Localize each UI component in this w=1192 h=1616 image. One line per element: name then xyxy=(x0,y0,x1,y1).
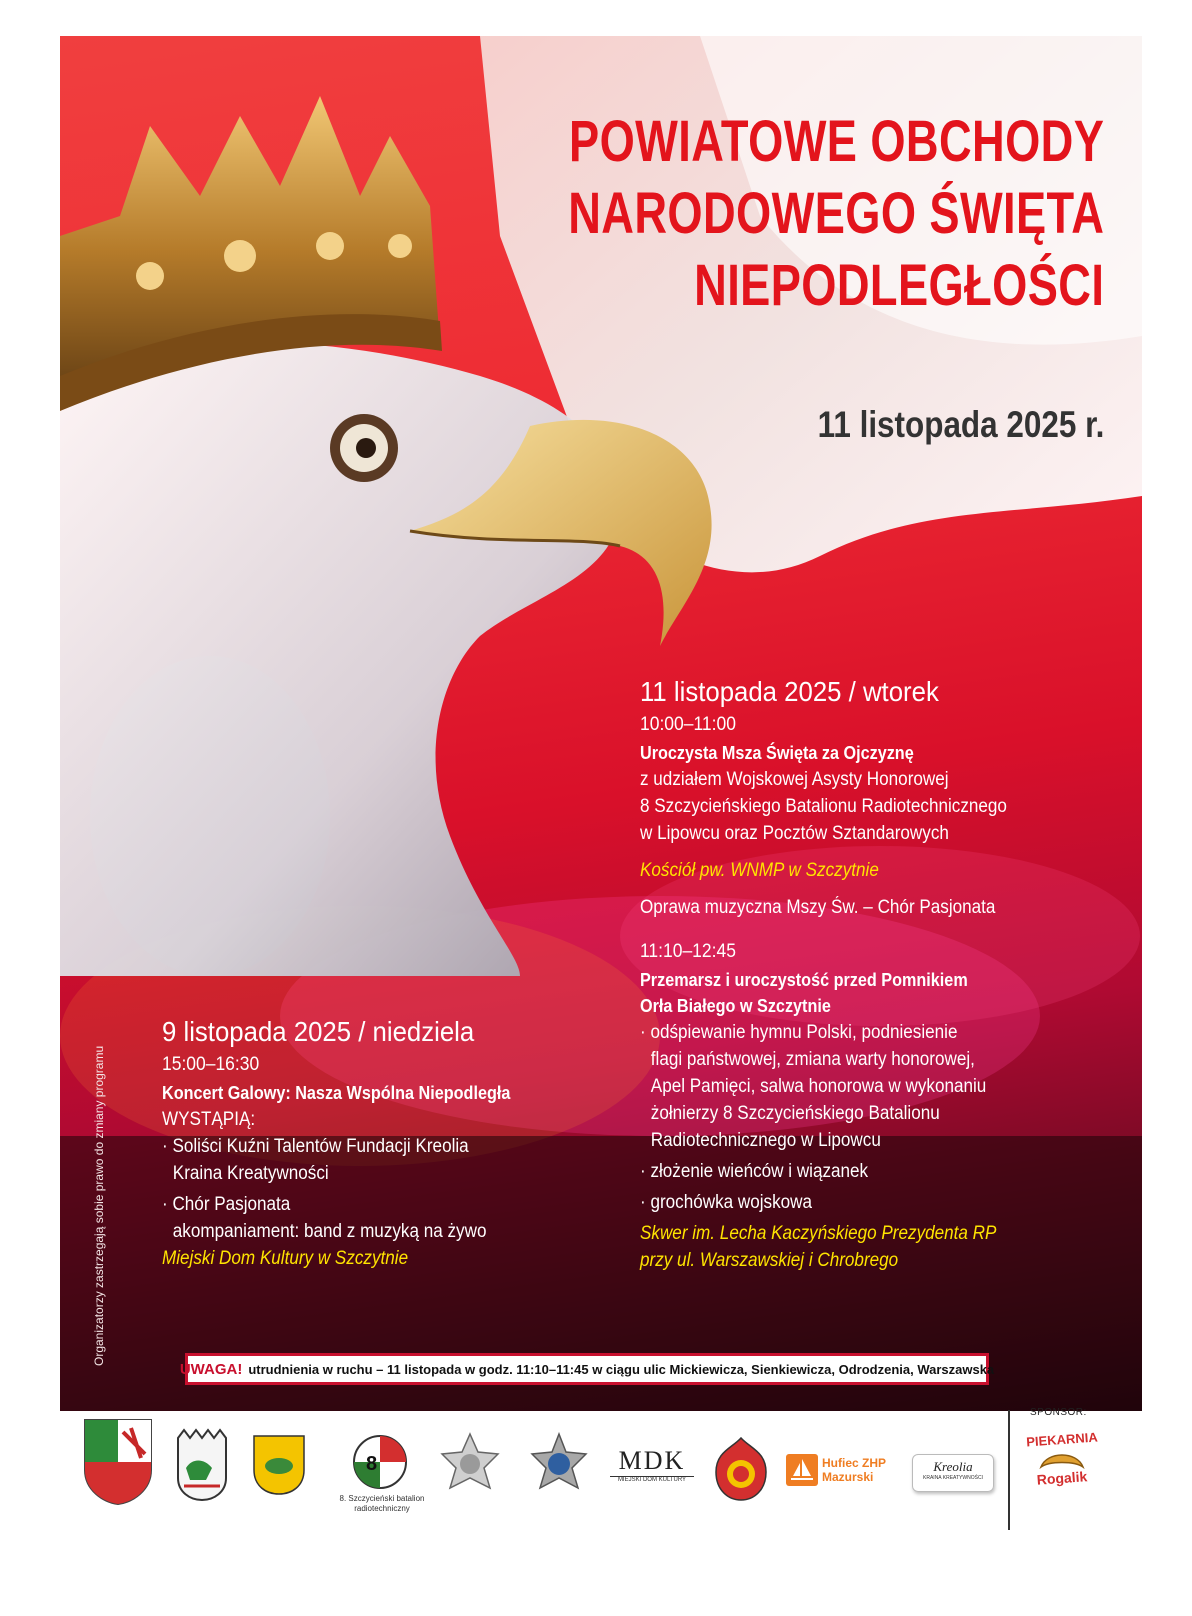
sponsor-logo-line-2: Rogalik xyxy=(1036,1468,1088,1488)
day-9-schedule xyxy=(162,1016,632,1272)
sponsor-label: SPONSOR: xyxy=(1030,1407,1087,1418)
performer-2-line-2: akompaniament: band z muzyką na żywo xyxy=(172,1221,487,1242)
event1-line-3: w Lipowcu oraz Pocztów Sztandarowych xyxy=(640,823,949,844)
event1-time: 10:00–11:00 xyxy=(640,714,736,735)
concert-place: Miejski Dom Kultury w Szczytnie xyxy=(162,1248,409,1269)
performer-2-line-1: · Chór Pasjonata xyxy=(162,1194,291,1215)
event2-place-line-1: Skwer im. Lecha Kaczyńskiego Prezydenta RP xyxy=(640,1223,997,1244)
organizer-note: Organizatorzy zastrzegają sobie prawo do zmiany programu xyxy=(92,1045,106,1366)
kreolia-logo-text: Kreolia xyxy=(933,1459,973,1474)
battalion-caption-line-2: radiotechniczny xyxy=(354,1504,410,1513)
event1-music: Oprawa muzyczna Mszy Św. – Chór Pasjonata xyxy=(640,897,996,918)
event2-title-line-1: Przemarsz i uroczystość przed Pomnikiem xyxy=(640,970,968,990)
event2-bullet-1 xyxy=(640,1019,1072,1154)
mdk-logo-text: MDK xyxy=(618,1446,686,1475)
battalion-caption-line-1: 8. Szczycieński batalion xyxy=(339,1494,425,1503)
event1-line-1: z udziałem Wojskowej Asysty Honorowej xyxy=(640,769,949,790)
performer-1-line-2: Kraina Kreatywności xyxy=(172,1163,329,1184)
day-11-heading: 11 listopada 2025 / wtorek xyxy=(640,676,939,707)
event2-bullet-1-line-2: flagi państwowej, zmiana warty honorowej, xyxy=(650,1049,975,1070)
notice-text: utrudnienia w ruchu – 11 listopada w godz. 11:10–11:45 w ciągu ulic Mickiewicza, Sienkiewicza, Odrodzenia, Warszawska xyxy=(248,1361,995,1377)
event2-bullet-1-line-4: żołnierzy 8 Szczycieńskiego Batalionu xyxy=(650,1103,940,1124)
fire-brigade-emblem-icon xyxy=(714,1436,768,1502)
event1-title: Uroczysta Msza Święta za Ojczyznę xyxy=(640,743,914,763)
event2-bullet-1-line-1: · odśpiewanie hymnu Polski, podniesienie xyxy=(640,1022,958,1043)
event2-bullet-2: · złożenie wieńców i wiązanek xyxy=(640,1161,869,1182)
svg-text:8: 8 xyxy=(366,1453,378,1475)
performer-2 xyxy=(162,1191,585,1245)
city-coat-of-arms-icon xyxy=(176,1428,228,1502)
event2-title-line-2: Orła Białego w Szczytnie xyxy=(640,996,831,1016)
event2-bullet-1-line-3: Apel Pamięci, salwa honorowa w wykonaniu xyxy=(650,1076,987,1097)
concert-time: 15:00–16:30 xyxy=(162,1054,260,1075)
zhp-sail-icon xyxy=(786,1454,818,1486)
event2-bullet-3: · grochówka wojskowa xyxy=(640,1192,813,1213)
county-coat-of-arms-icon xyxy=(83,1414,153,1506)
fire-service-star-icon xyxy=(526,1432,592,1500)
battalion-emblem-icon xyxy=(352,1434,408,1490)
gmina-coat-of-arms-icon xyxy=(252,1434,306,1496)
mdk-logo-subtitle: MIEJSKI DOM KULTURY xyxy=(610,1476,694,1483)
performer-1-line-1: · Soliści Kuźni Talentów Fundacji Kreolia xyxy=(162,1136,469,1157)
mdk-logo xyxy=(610,1446,694,1483)
title-line-1: POWIATOWE OBCHODY xyxy=(568,109,1104,174)
zhp-logo xyxy=(786,1454,886,1486)
event2-time: 11:10–12:45 xyxy=(640,941,736,962)
sponsor-logo-line-1: PIEKARNIA xyxy=(1025,1429,1099,1450)
day-11-schedule xyxy=(640,676,1120,1274)
concert-title: Koncert Galowy: Nasza Wspólna Niepodległa xyxy=(162,1083,511,1103)
event2-bullet-1-line-5: Radiotechnicznego w Lipowcu xyxy=(650,1130,881,1151)
event-date: 11 listopada 2025 r. xyxy=(817,404,1104,445)
event1-line-2: 8 Szczycieńskiego Batalionu Radiotechnicznego xyxy=(640,796,1007,817)
partner-logos xyxy=(80,1410,1110,1610)
notice-label: UWAGA! xyxy=(179,1360,243,1378)
day-9-heading: 9 listopada 2025 / niedziela xyxy=(162,1016,475,1047)
event2-place-line-2: przy ul. Warszawskiej i Chrobrego xyxy=(640,1250,899,1271)
kreolia-logo xyxy=(912,1454,994,1492)
battalion-caption xyxy=(336,1494,428,1514)
event1-place: Kościół pw. WNMP w Szczytnie xyxy=(640,860,879,881)
poster xyxy=(60,36,1142,1411)
zhp-line-1: Hufiec ZHP xyxy=(822,1456,887,1470)
sponsor-divider xyxy=(1008,1410,1010,1530)
performer-1 xyxy=(162,1133,585,1187)
title-line-3: NIEPODLEGŁOŚCI xyxy=(693,253,1104,318)
zhp-line-2: Mazurski xyxy=(822,1470,874,1484)
police-star-icon xyxy=(436,1432,504,1500)
poster-title xyxy=(568,106,1104,322)
sponsor-logo xyxy=(1022,1429,1102,1488)
kreolia-logo-subtitle: KRAINA KREATYWNOŚCI xyxy=(923,1475,983,1481)
title-line-2: NARODOWEGO ŚWIĘTA xyxy=(567,181,1104,246)
traffic-notice xyxy=(179,1353,995,1385)
performers-label: WYSTĄPIĄ: xyxy=(162,1109,256,1130)
